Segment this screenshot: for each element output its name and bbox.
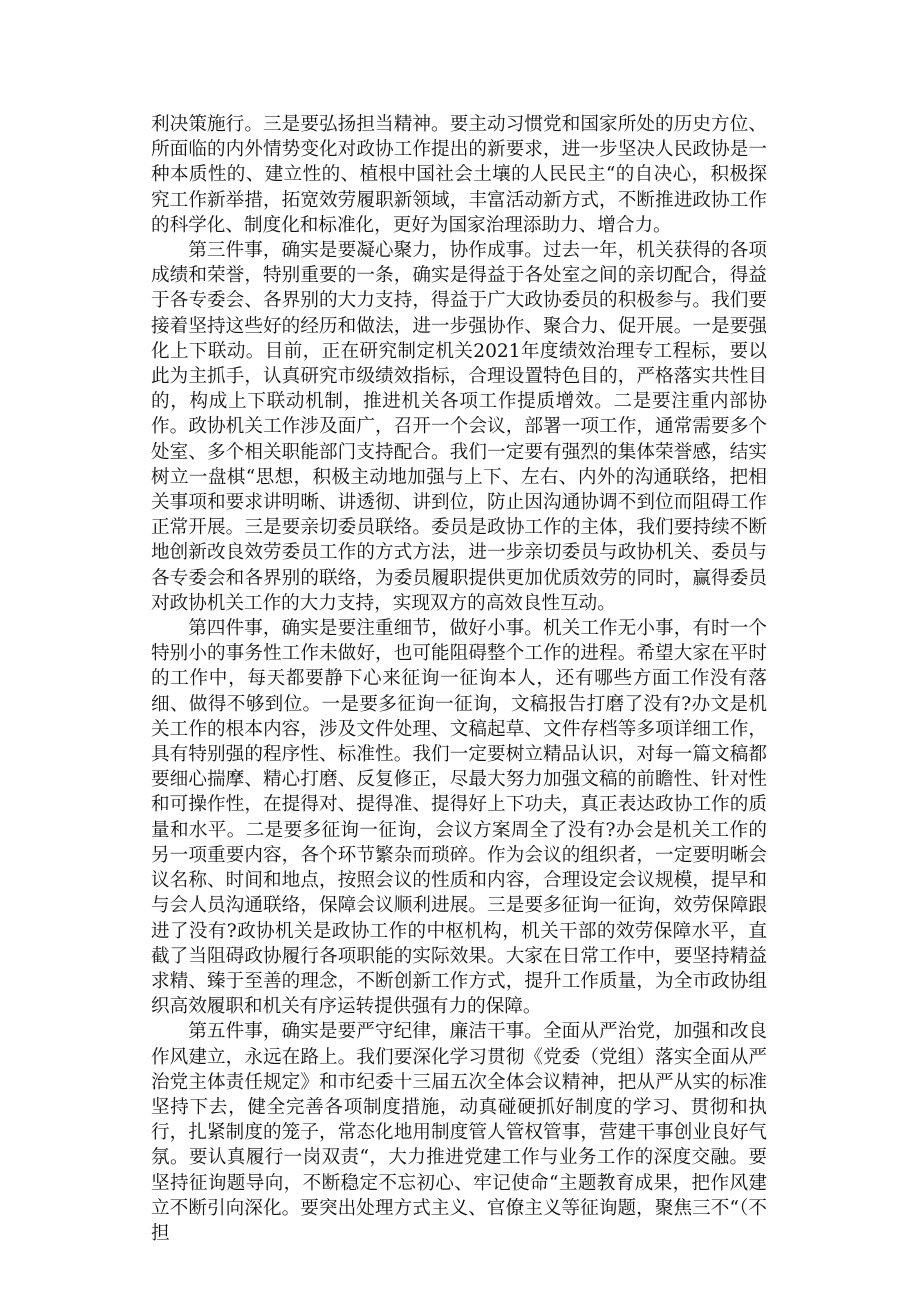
paragraph: 利决策施行。三是要弘扬担当精神。要主动习惯党和国家所处的历史方位、所面临的内外情势变化对政协工作提出的新要求，进一步坚决人民政协是一种本质性的、建立性的、植根中国社会土壤的人民民主“的自决心，积极探究工作新举措，拓宽效劳履职新领域，丰富活动新方式，不断推进政协工作的科学化、制度化和标准化，更好为国家治理添助力、增合力。 [151,114,767,236]
document-body [151,112,767,1246]
paragraph: 第四件事，确实是要注重细节，做好小事。机关工作无小事，有时一个特别小的事务性工作未做好，也可能阻碍整个工作的进程。希望大家在平时的工作中，每天都要静下心来征询一征询本人，还有哪些方面工作没有落细、做得不够到位。一是要多征询一征询，文稿报告打磨了没有?办文是机关工作的根本内容，涉及文件处理、文稿起草、文件存档等多项详细工作，具有特别强的程序性、标准性。我们一定要树立精品认识，对每一篇文稿都要细心揣摩、精心打磨、反复修正，尽最大努力加强文稿的前瞻性、针对性和可操作性，在提得对、提得准、提得好上下功夫，真正表达政协工作的质量和水平。二是要多征询一征询，会议方案周全了没有?办会是机关工作的另一项重要内容，各个环节繁杂而琐碎。作为会议的组织者，一定要明晰会议名称、时间和地点，按照会议的性质和内容，合理设定会议规模，提早和与会人员沟通联络，保障会议顺利进展。三是要多征询一征询，效劳保障跟进了没有?政协机关是政协工作的中枢机构，机关干部的效劳保障水平，直截了当阻碍政协履行各项职能的实际效果。大家在日常工作中，要坚持精益求精、臻于至善的理念，不断创新工作方式，提升工作质量，为全市政协组织高效履职和机关有序运转提供强有力的保障。 [151,618,767,1018]
paragraph: 第五件事，确实是要严守纪律，廉洁干事。全面从严治党，加强和改良作风建立，永远在路上。我们要深化学习贯彻《党委（党组）落实全面从严治党主体责任规定》和市纪委十三届五次全体会议精神，把从严从实的标准坚持下去，健全完善各项制度措施，动真碰硬抓好制度的学习、贯彻和执行，扎紧制度的笼子，常态化地用制度管人管权管事，营建干事创业良好气氛。要认真履行一岗双责“，大力推进党建工作与业务工作的深度交融。要坚持征询题导向，不断稳定不忘初心、牢记使命“主题教育成果，把作风建立不断引向深化。要突出处理方式主义、官僚主义等征询题，聚焦三不“（不担 [151,1021,767,1244]
paragraph: 第三件事，确实是要凝心聚力，协作成事。过去一年，机关获得的各项成绩和荣誉，特别重要的一条，确实是得益于各处室之间的亲切配合，得益于各专委会、各界别的大力支持，得益于广大政协委员的积极参与。我们要接着坚持这些好的经历和做法，进一步强协作、聚合力、促开展。一是要强化上下联动。目前，正在研究制定机关2021年度绩效治理专工程标，要以此为主抓手，认真研究市级绩效指标，合理设置特色目的，严格落实共性目的，构成上下联动机制，推进机关各项工作提质增效。二是要注重内部协作。政协机关工作涉及面广，召开一个会议，部署一项工作，通常需要多个处室、多个相关职能部门支持配合。我们一定要有强烈的集体荣誉感，结实树立一盘棋“思想，积极主动地加强与上下、左右、内外的沟通联络，把相关事项和要求讲明晰、讲透彻、讲到位，防止因沟通协调不到位而阻碍工作正常开展。三是要亲切委员联络。委员是政协工作的主体，我们要持续不断地创新改良效劳委员工作的方式方法，进一步亲切委员与政协机关、委员与各专委会和各界别的联络，为委员履职提供更加优质效劳的同时，赢得委员对政协机关工作的大力支持，实现双方的高效良性互动。 [151,240,767,614]
